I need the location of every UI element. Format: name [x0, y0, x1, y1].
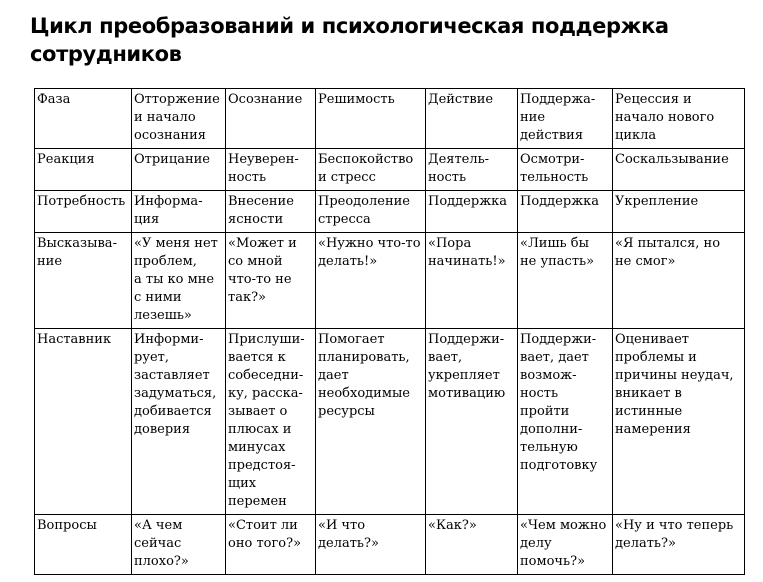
cell-text: Преодоление стресса — [318, 194, 410, 227]
cell-text: «Нужно что-то делать!» — [318, 236, 421, 269]
table-cell — [613, 149, 745, 191]
table-cell — [316, 329, 426, 515]
row-header-text: Высказыва- ние — [37, 236, 117, 269]
cell-text: Оценивает проблемы и причины неудач, вникает в истинные намерения — [615, 332, 734, 437]
cell-text: Укрепление — [615, 194, 699, 209]
cell-text: «Чем можно делу помочь?» — [520, 518, 607, 569]
cell-text: Беспокойство и стресс — [318, 152, 414, 185]
cell-text: Соскальзывание — [615, 152, 729, 167]
table-cell — [613, 233, 745, 329]
table-cell — [226, 515, 316, 575]
table-cell — [518, 329, 613, 515]
cell-text: Внесение ясности — [228, 194, 294, 227]
table-cell — [316, 89, 426, 149]
row-header-text: Вопросы — [37, 518, 97, 533]
cell-text: Информи- рует, заставляет задуматься, добивается доверия — [134, 332, 217, 437]
cell-text: «У меня нет проблем, а ты ко мне с ними лезешь» — [134, 236, 218, 323]
table-cell — [613, 191, 745, 233]
cell-text: Рецессия и начало нового цикла — [615, 92, 715, 143]
table-cell — [426, 89, 518, 149]
cell-text: «Ну и что теперь делать?» — [615, 518, 734, 551]
table-cell — [518, 233, 613, 329]
table-row-need — [35, 191, 745, 233]
table-cell — [426, 233, 518, 329]
cell-text: Осмотри- тельность — [520, 152, 589, 185]
table-cell — [613, 89, 745, 149]
page-title-text: Цикл преобразований и психологическая поддержка сотрудников — [30, 14, 669, 66]
table-cell — [518, 89, 613, 149]
table-cell — [226, 191, 316, 233]
cell-text: Помогает планировать, дает необходимые ресурсы — [318, 332, 410, 419]
cell-text: «А чем сейчас плохо?» — [134, 518, 189, 569]
cell-text: Поддержа- ние действия — [520, 92, 596, 143]
cell-text: «Я пытался, но не смог» — [615, 236, 721, 269]
row-header-cell — [35, 515, 132, 575]
cell-text: Неуверен- ность — [228, 152, 299, 185]
cell-text: Осознание — [228, 92, 303, 107]
row-header-text: Реакция — [37, 152, 95, 167]
cell-text: Отторжение и начало осознания — [134, 92, 220, 143]
row-header-cell — [35, 191, 132, 233]
table-cell — [518, 149, 613, 191]
transformation-cycle-table — [34, 88, 745, 575]
cell-text: «Пора начинать!» — [428, 236, 506, 269]
row-header-cell — [35, 329, 132, 515]
row-header-text: Фаза — [37, 92, 71, 107]
table-cell — [226, 329, 316, 515]
row-header-text: Наставник — [37, 332, 112, 347]
table-cell — [316, 233, 426, 329]
cell-text: Прислуши- вается к собеседни- ку, расска- зывает о плюсах и минусах предстоя- щих перемен — [228, 332, 305, 509]
table-cell — [132, 191, 226, 233]
table-cell — [132, 515, 226, 575]
table-row-statement — [35, 233, 745, 329]
row-header-cell — [35, 149, 132, 191]
cell-text: Решимость — [318, 92, 395, 107]
table-cell — [426, 329, 518, 515]
table-row-phase — [35, 89, 745, 149]
table-row-reaction — [35, 149, 745, 191]
row-header-cell — [35, 89, 132, 149]
table-cell — [132, 149, 226, 191]
table-cell — [613, 515, 745, 575]
table-cell — [613, 329, 745, 515]
table-cell — [316, 515, 426, 575]
cell-text: Деятель- ность — [428, 152, 490, 185]
table-cell — [226, 233, 316, 329]
page-title — [30, 12, 750, 68]
cell-text: «Как?» — [428, 518, 477, 533]
table-cell — [132, 329, 226, 515]
table-row-questions — [35, 515, 745, 575]
cell-text: «Лишь бы не упасть» — [520, 236, 595, 269]
table-cell — [316, 191, 426, 233]
table-cell — [226, 89, 316, 149]
cell-text: «И что делать?» — [318, 518, 379, 551]
table-cell — [518, 515, 613, 575]
row-header-text: Потребность — [37, 194, 126, 209]
table-cell — [132, 89, 226, 149]
table-cell — [426, 515, 518, 575]
table-row-mentor — [35, 329, 745, 515]
table-cell — [426, 149, 518, 191]
cell-text: Информа- ция — [134, 194, 203, 227]
cell-text: Действие — [428, 92, 494, 107]
cell-text: Поддержка — [428, 194, 508, 209]
cell-text: «Стоит ли оно того?» — [228, 518, 302, 551]
cell-text: «Может и со мной что-то не так?» — [228, 236, 297, 305]
cell-text: Поддержи- вает, дает возмож- ность пройти дополни- тельную подготовку — [520, 332, 598, 473]
table-cell — [316, 149, 426, 191]
row-header-cell — [35, 233, 132, 329]
table-cell — [518, 191, 613, 233]
table-cell — [426, 191, 518, 233]
cell-text: Отрицание — [134, 152, 210, 167]
cell-text: Поддержка — [520, 194, 600, 209]
cell-text: Поддержи- вает, укрепляет мотивацию — [428, 332, 506, 401]
table-cell — [132, 233, 226, 329]
table-cell — [226, 149, 316, 191]
